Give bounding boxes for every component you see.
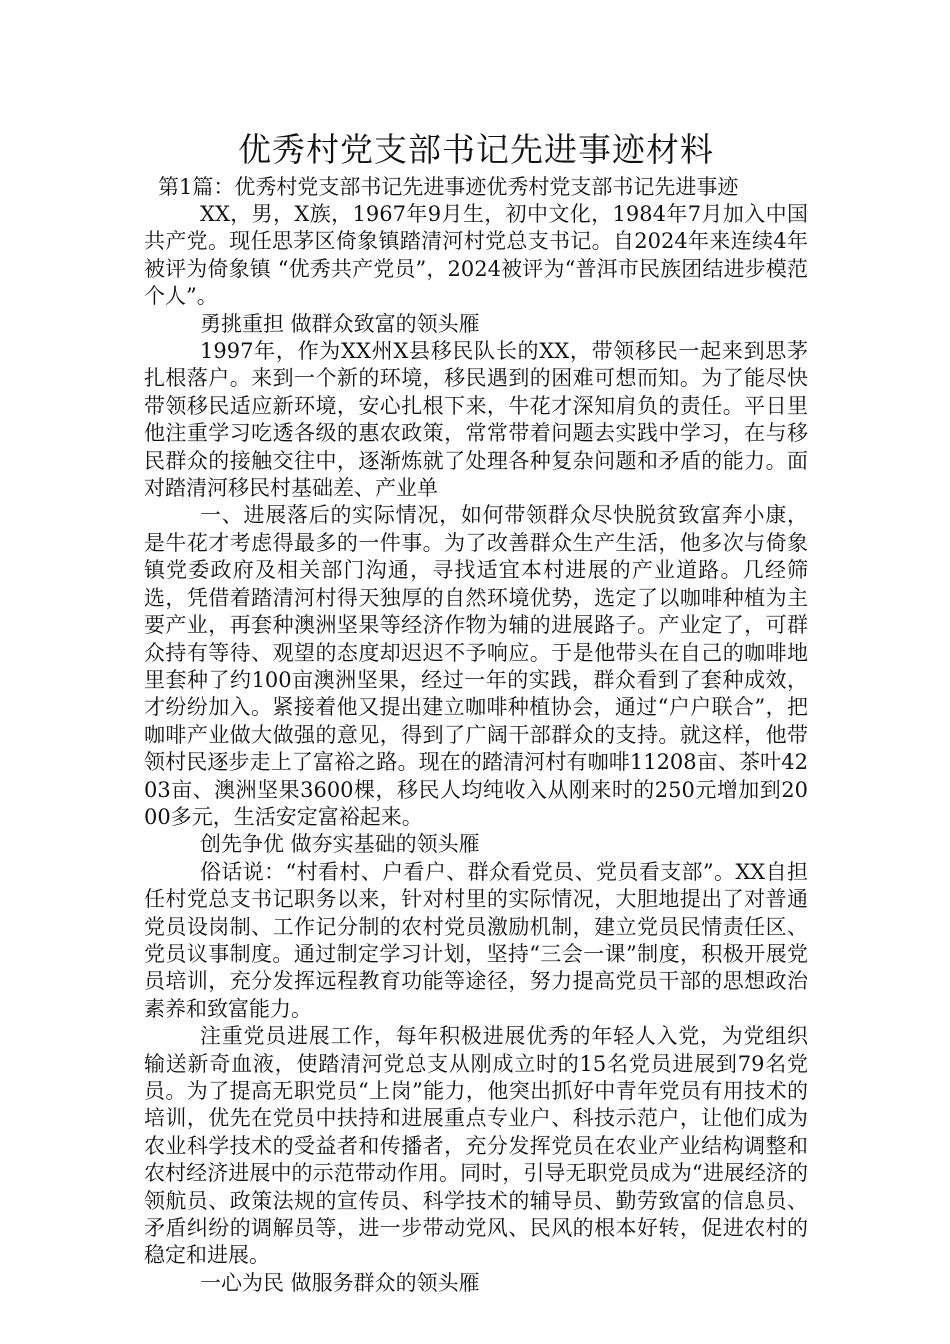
paragraph-member-development: 注重党员进展工作，每年积极进展优秀的年轻人入党，为党组织输送新奇血液，使踏清河党总支从刚成立时的15名党员进展到79名党员。为了提高无职党员“上岗”能力，他突出抓好中青年党员有用技术的培训，优先在党员中扶持和进展重点专业户、科技示范户，让他们成为农业科学技术的受益者和传播者，充分发挥党员在农业产业结构调整和农村经济进展中的示范带动作用。同时，引导无职党员成为“进展经济的领航员、政策法规的宣传员、科学技术的辅导员、勤劳致富的信息员、矛盾纠纷的调解员等，进一步带动党风、民风的根本好转，促进农村的稳定和进展。: [144, 1024, 808, 1268]
document-subtitle: 第1篇：优秀村党支部书记先进事迹优秀村党支部书记先进事迹: [158, 175, 739, 199]
paragraph-party-building: 俗话说：“村看村、户看户、群众看党员、党员看支部”。XX自担任村党总支书记职务以来，针对村里的实际情况，大胆地提出了对普通党员设岗制、工作记分制的农村党员激励机制，建立党员民情责任区、党员议事制度。通过制定学习计划，坚持“三会一课”制度，积极开展党员培训，充分发挥远程教育功能等途径，努力提高党员干部的思想政治素养和致富能力。: [144, 859, 808, 1021]
paragraph-industry: 一、进展落后的实际情况，如何带领群众尽快脱贫致富奔小康，是牛花才考虑得最多的一件事。为了改善群众生产生活，他多次与倚象镇党委政府及相关部门沟通，寻找适宜本村进展的产业道路。几经筛选，凭借着踏清河村得天独厚的自然环境优势，选定了以咖啡种植为主要产业，再套种澳洲坚果等经济作物为辅的进展路子。产业定了，可群众持有等待、观望的态度却迟迟不予响应。于是他带头在自己的咖啡地里套种了约100亩澳洲坚果，经过一年的实践，群众看到了套种成效，才纷纷加入。紧接着他又提出建立咖啡种植协会，通过“户户联合”，把咖啡产业做大做强的意见，得到了广阔干部群众的支持。就这样，他带领村民逐步走上了富裕之路。现在的踏清河村有咖啡11208亩、茶叶4203亩、澳洲坚果3600棵，移民人均纯收入从刚来时的250元增加到2000多元，生活安定富裕起来。: [144, 503, 808, 829]
section-heading-1: 勇挑重担 做群众致富的领头雁: [200, 311, 480, 336]
paragraph-relocation: 1997年，作为XX州X县移民队长的XX，带领移民一起来到思茅扎根落户。来到一个新的环境，移民遇到的困难可想而知。为了能尽快带领移民适应新环境，安心扎根下来，牛花才深知肩负的责任。平日里他注重学习吃透各级的惠农政策，常常带着问题去实践中学习，在与移民群众的接触交往中，逐渐炼就了处理各种复杂问题和矛盾的能力。面对踏清河移民村基础差、产业单: [144, 339, 808, 501]
section-heading-2: 创先争优 做夯实基础的领头雁: [200, 832, 480, 857]
document-title: 优秀村党支部书记先进事迹材料: [238, 130, 714, 169]
paragraph-intro: XX，男，X族，1967年9月生，初中文化，1984年7月加入中国共产党。现任思茅区倚象镇踏清河村党总支书记。自2024年来连续4年被评为倚象镇 “优秀共产党员”，2024被评为“普洱市民族团结进步模范个人”。: [144, 202, 808, 309]
document-page: [144, 126, 808, 1297]
section-heading-3: 一心为民 做服务群众的领头雁: [200, 1270, 480, 1295]
